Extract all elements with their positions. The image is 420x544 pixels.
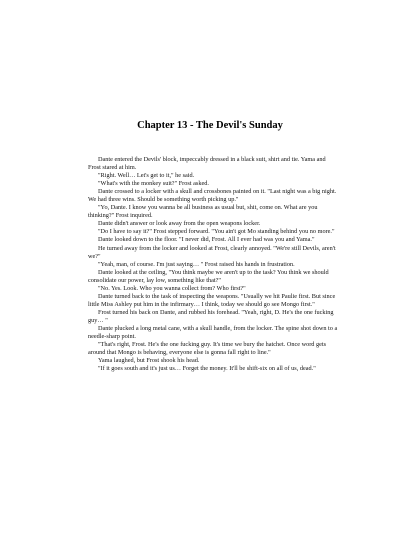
paragraph: "That's right, Frost. He's the one fucking guy. It's time we bury the hatchet. Once word gets around that Mongo is behaving, everyone else is gonna fall right to line." — [88, 341, 327, 357]
paragraph: "Right. Well… Let's get to it," he said. — [98, 172, 195, 180]
paragraph: Frost turned his back on Dante, and rubbed his forehead. "Yeah, right, D. He's the one fucking guy… " — [88, 308, 334, 324]
chapter-body — [88, 156, 338, 373]
paragraph: Dante plucked a long metal cane, with a skull handle, from the locker. The spine shot down to a needle-sharp point. — [88, 324, 338, 341]
chapter-title: Chapter 13 - The Devil's Sunday — [137, 120, 283, 131]
paragraph: "If it goes south and it's just us… Forget the money. It'll be shift-six on all of us, dead." — [98, 365, 316, 373]
paragraph: Dante entered the Devils' block, impeccably dressed in a black suit, shirt and tie. Yama and Frost stared at him. — [88, 156, 326, 172]
paragraph: "Yo, Dante. I know you wanna be all business as usual but, shit, come on. What are you thinking?" Frost inquired. — [88, 204, 318, 220]
paragraph: "Yeah, man, of course. I'm just saying… " Frost raised his hands in frustration. — [98, 260, 295, 268]
paragraph: Dante looked down to the floor. "I never did, Frost. All I ever had was you and Yama." — [98, 236, 315, 244]
paragraph: "What's with the monkey suit?" Frost asked. — [98, 180, 209, 188]
paragraph: Dante didn't answer or look away from the open weapons locker. — [98, 220, 261, 228]
paragraph: Dante looked at the ceiling, "You think maybe we aren't up to the task? You think we should consolidate our power, lay low, something like that?" — [88, 268, 329, 284]
paragraph: Yama laughed, but Frost shook his head. — [98, 357, 200, 365]
paragraph: He turned away from the locker and looked at Frost, clearly annoyed. "We're still Devils, aren't we?" — [88, 244, 336, 260]
paragraph: "Do I have to say it?" Frost stepped forward. "You ain't got Mo standing behind you no more." — [98, 228, 335, 236]
paragraph: Dante crossed to a locker with a skull and crossbones painted on it. "Last night was a big night. We had three wins. Should be something worth picking up." — [88, 188, 337, 204]
paragraph: Dante turned back to the task of inspecting the weapons. "Usually we hit Paulie first. But since little Miss Ashley put him in the infirmary… I think, today we should go see Mongo first." — [88, 292, 336, 308]
paragraph: "No. Yes. Look. Who you wanna collect from? Who first?" — [98, 284, 246, 292]
